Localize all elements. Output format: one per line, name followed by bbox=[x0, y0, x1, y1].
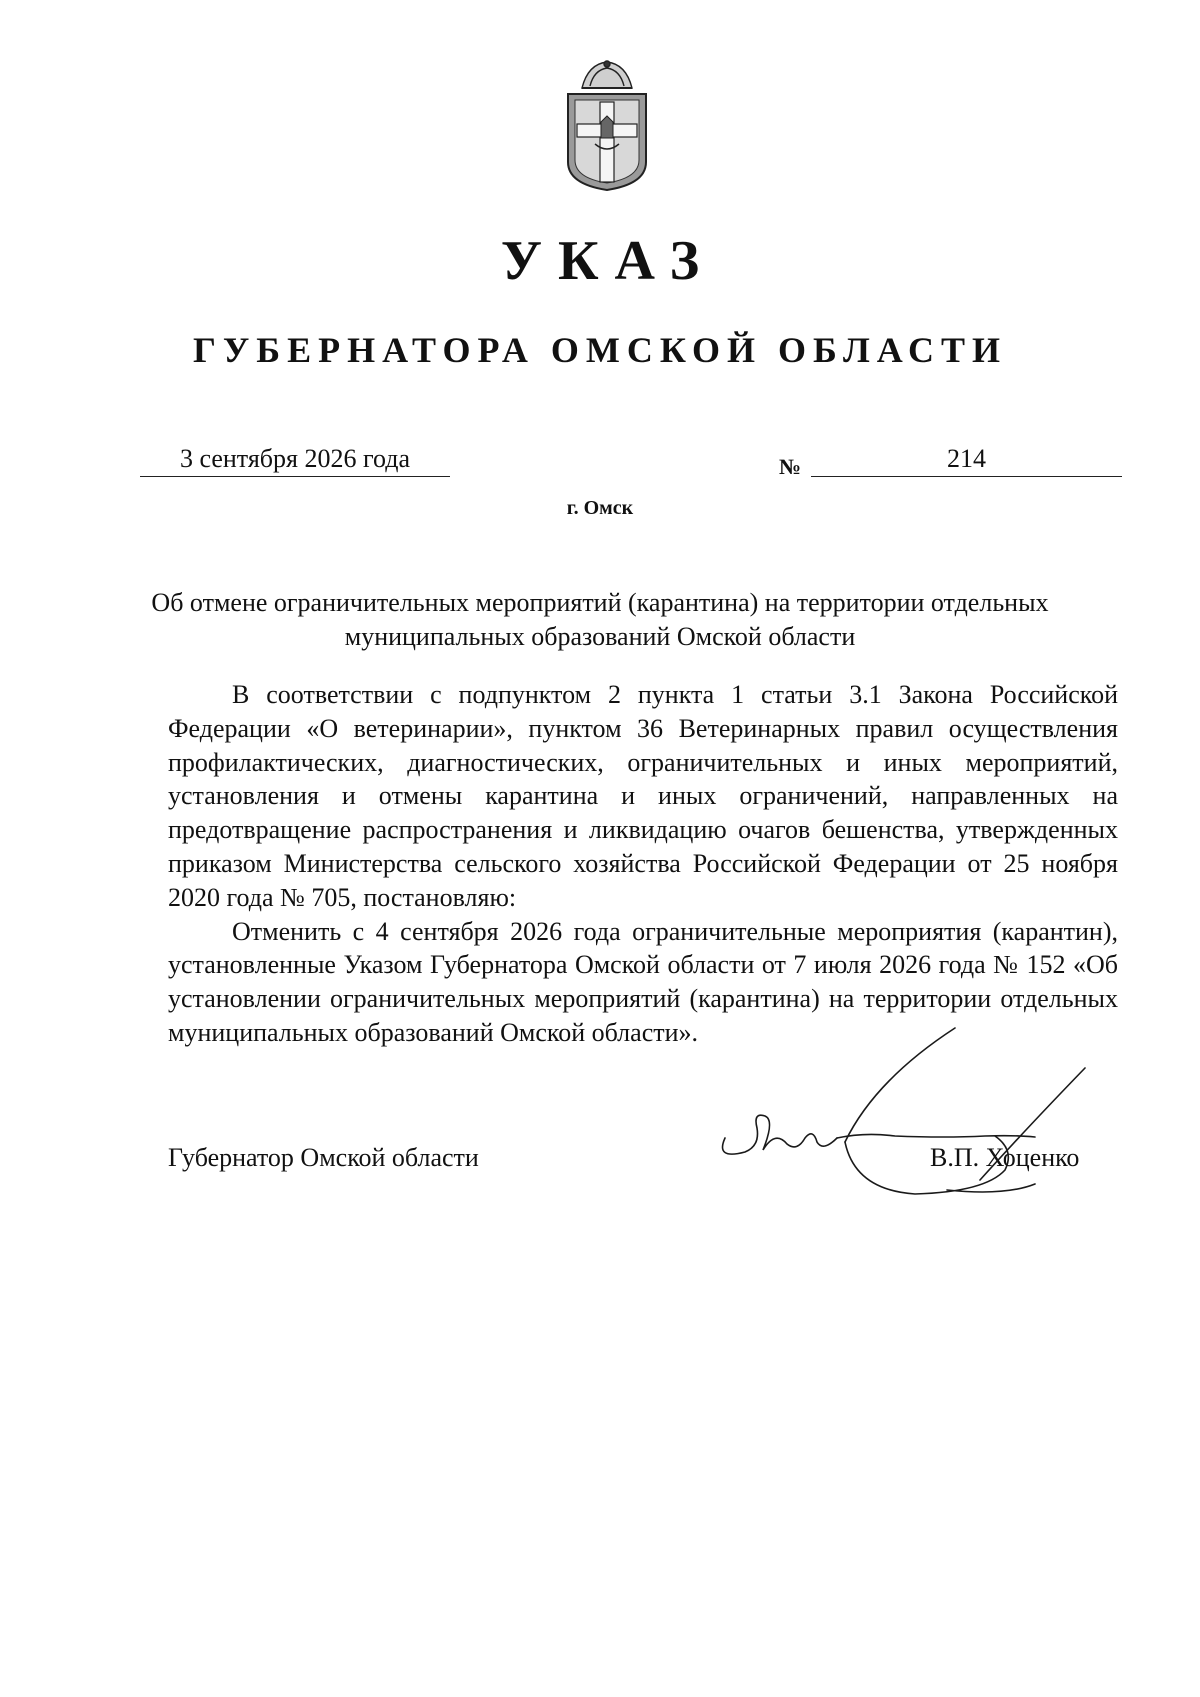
body-paragraph: В соответствии с подпунктом 2 пункта 1 статьи 3.1 Закона Российской Федерации «О ветеринарии», пунктом 36 Ветеринарных правил осуществления профилактических, диагностических, ограничительных и иных мероприятий, установления и отмены карантина и иных ограничений, направленных на предотвращение распространения и ликвидацию очагов бешенства, утвержденных приказом Министерства сельского хозяйства Российской Федерации от 25 ноября 2020 года № 705, постановляю: bbox=[168, 680, 1118, 912]
body-paragraph: Отменить с 4 сентября 2026 года ограничительные мероприятия (карантин), установленные Указом Губернатора Омской области от 7 июля 2026 года № 152 «Об установлении ограничительных мероприятий (карантина) на территории отдельных муниципальных образований Омской области». bbox=[168, 916, 1118, 1047]
document-heading: Об отмене ограничительных мероприятий (карантина) на территории отдельных муниципальных образований Омской области bbox=[151, 588, 1049, 651]
document-subtitle: ГУБЕРНАТОРА ОМСКОЙ ОБЛАСТИ bbox=[192, 330, 1008, 370]
document-date: 3 сентября 2026 года bbox=[140, 444, 450, 477]
signer-name: В.П. Хоценко bbox=[930, 1143, 1080, 1172]
document-body bbox=[168, 678, 1118, 1050]
signer-title: Губернатор Омской области bbox=[168, 1143, 479, 1172]
number-sign: № bbox=[779, 454, 802, 479]
signature-icon bbox=[705, 1020, 1125, 1235]
document-number: 214 bbox=[811, 444, 1122, 477]
document-city: г. Омск bbox=[566, 497, 634, 519]
document-title: УКАЗ bbox=[500, 230, 716, 292]
coat-of-arms-icon bbox=[560, 58, 654, 192]
